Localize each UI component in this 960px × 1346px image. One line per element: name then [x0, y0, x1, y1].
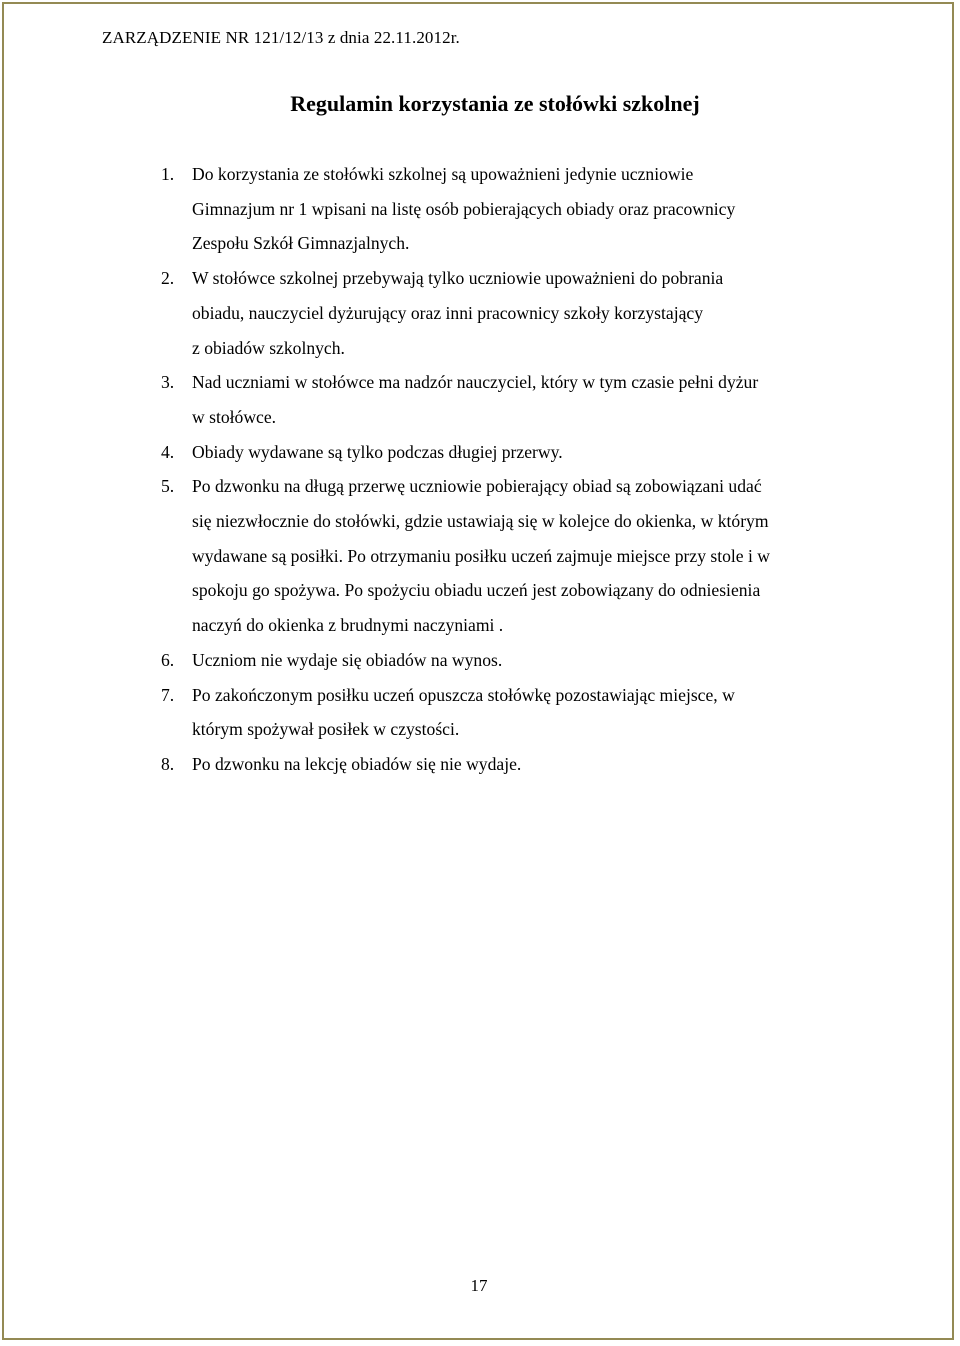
rule-text-line: Gimnazjum nr 1 wpisani na listę osób pobierających obiady oraz pracownicy: [192, 198, 736, 219]
rule-number: 8.: [161, 753, 175, 774]
rule-text-line: Uczniom nie wydaje się obiadów na wynos.: [192, 649, 503, 670]
rule-text-line: Po dzwonku na długą przerwę uczniowie pobierający obiad są zobowiązani udać: [192, 476, 762, 497]
rule-text-line: wydawane są posiłki. Po otrzymaniu posiłku uczeń zajmuje miejsce przy stole i w: [192, 545, 771, 566]
rule-item: [161, 469, 881, 643]
rule-text-line: Do korzystania ze stołówki szkolnej są upoważnieni jedynie uczniowie: [192, 164, 694, 184]
rule-text-line: obiadu, nauczyciel dyżurujący oraz inni pracownicy szkoły korzystający: [192, 302, 703, 323]
rules-list: [161, 157, 881, 782]
rule-text-line: Nad uczniami w stołówce ma nadzór nauczyciel, który w tym czasie pełni dyżur: [192, 372, 759, 393]
rule-text-line: Po zakończonym posiłku uczeń opuszcza stołówkę pozostawiając miejsce, w: [192, 684, 735, 705]
rule-number: 7.: [161, 684, 175, 705]
rule-number: 6.: [161, 649, 175, 670]
rule-item: [161, 261, 881, 365]
rule-text-line: Zespołu Szkół Gimnazjalnych.: [192, 233, 410, 254]
rule-item: [161, 157, 881, 261]
rule-text-line: W stołówce szkolnej przebywają tylko uczniowie upoważnieni do pobrania: [192, 268, 724, 289]
rule-text-line: Obiady wydawane są tylko podczas długiej przerwy.: [192, 441, 563, 462]
rule-number: 5.: [161, 476, 175, 497]
rule-number: 2.: [161, 268, 175, 289]
rule-number: 3.: [161, 372, 175, 393]
page-number: 17: [470, 1276, 488, 1295]
document-header: ZARZĄDZENIE NR 121/12/13 z dnia 22.11.2012r.: [102, 28, 460, 47]
rule-item: [161, 435, 881, 470]
document-page: [2, 2, 954, 1340]
rule-text-line: którym spożywał posiłek w czystości.: [192, 719, 460, 740]
rule-text-line: z obiadów szkolnych.: [192, 337, 345, 358]
rule-number: 1.: [161, 164, 175, 184]
rule-text-line: Po dzwonku na lekcję obiadów się nie wydaje.: [192, 753, 522, 774]
rule-text-line: spokoju go spożywa. Po spożyciu obiadu uczeń jest zobowiązany do odniesienia: [192, 580, 761, 601]
rule-item: [161, 747, 881, 782]
rule-item: [161, 678, 881, 747]
page-title: Regulamin korzystania ze stołówki szkolnej: [290, 91, 700, 116]
rule-item: [161, 643, 881, 678]
rule-number: 4.: [161, 441, 175, 462]
rule-text-line: się niezwłocznie do stołówki, gdzie ustawiają się w kolejce do okienka, w którym: [192, 511, 769, 532]
rule-text-line: w stołówce.: [192, 406, 277, 427]
rule-item: [161, 365, 881, 434]
rule-text-line: naczyń do okienka z brudnymi naczyniami .: [192, 615, 504, 636]
